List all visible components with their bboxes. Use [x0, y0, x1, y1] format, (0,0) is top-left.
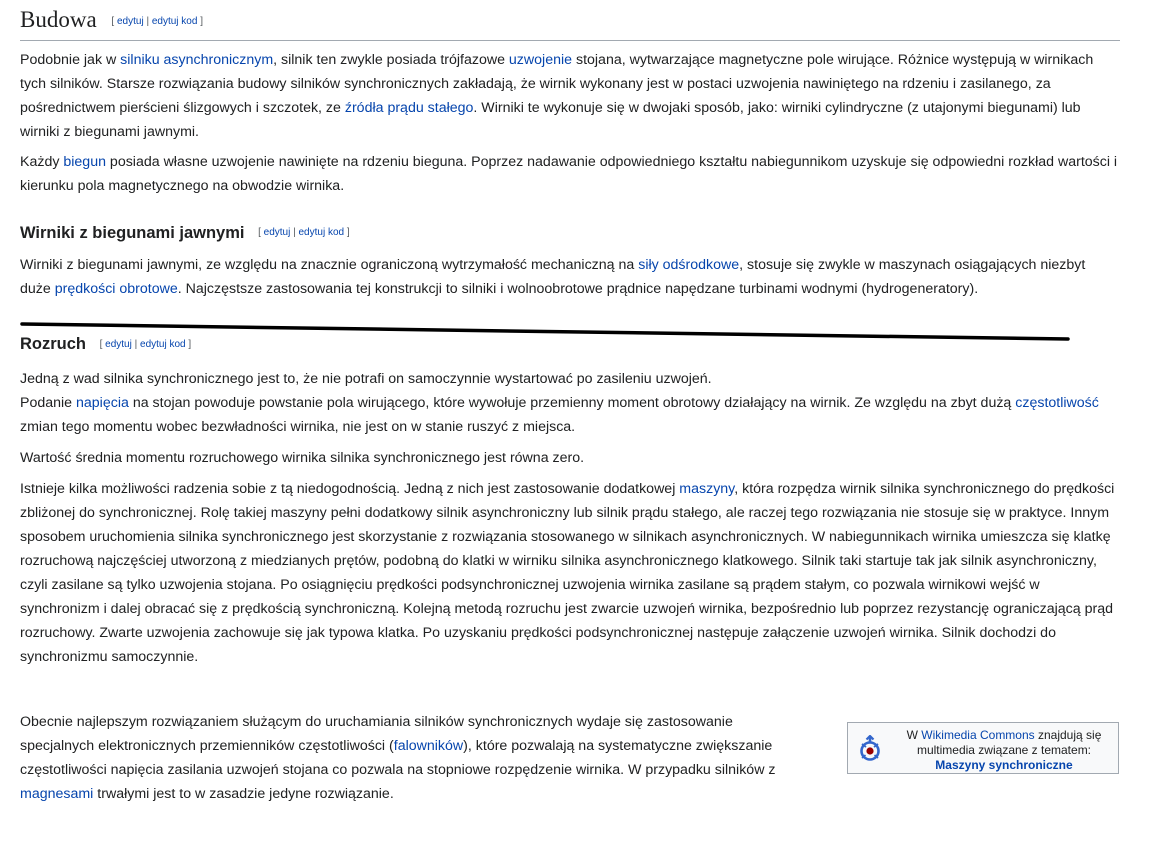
commons-box: [847, 722, 1119, 774]
link-uzwojenie[interactable]: uzwojenie: [508, 51, 573, 68]
edit-links: [ edytuj | edytuj kod ]: [111, 15, 203, 27]
link-sily-odsrodkowe[interactable]: siły odśrodkowe: [638, 257, 740, 274]
paragraph: Każdy biegun posiada własne uzwojenie nawinięte na rdzeniu bieguna. Poprzez nadawanie odpowiedniego kształtu nabiegunnikom uzyskuje się odpowiedni rozkład wartości i kierunku pola magnetycznego na obwodzie wirnika.: [20, 153, 1118, 194]
edit-code-link[interactable]: edytuj kod: [140, 339, 186, 350]
section-heading-budowa: [20, 6, 1120, 41]
link-predkosci-obrotowe[interactable]: prędkości obrotowe: [54, 281, 178, 298]
wikimedia-commons-icon: [856, 735, 884, 763]
section-heading-wirniki: [20, 220, 1120, 247]
paragraph: Jedną z wad silnika synchronicznego jest to, że nie potrafi on samoczynnie wystartować po zasileniu uzwojeń. Podanie napięcia na stojan powoduje powstanie pola wirującego, które wywołuje przemienny moment obrotowy działający na wirnik. Ze względu na zbyt dużą częstotliwość zmian tego momentu wobec bezwładności wirnika, nie jest on w stanie ruszyć z miejsca.: [20, 371, 1099, 435]
edit-code-link[interactable]: edytuj kod: [151, 15, 198, 27]
link-biegun[interactable]: biegun: [63, 153, 106, 170]
edit-code-link[interactable]: edytuj kod: [298, 227, 345, 239]
article-content: [20, 0, 1120, 813]
edit-links: [ edytuj | edytuj kod ]: [99, 339, 192, 350]
commons-link[interactable]: Wikimedia Commons: [921, 728, 1035, 742]
link-magnesy[interactable]: magnesami: [20, 786, 94, 802]
edit-links: [ edytuj | edytuj kod ]: [258, 227, 350, 239]
edit-link[interactable]: edytuj: [263, 227, 291, 239]
commons-topic-link[interactable]: Maszyny synchroniczne: [935, 758, 1073, 772]
section-title: Wirniki z biegunami jawnymi: [20, 223, 245, 242]
link-napiecie[interactable]: napięcia: [76, 395, 129, 411]
paragraph: Istnieje kilka możliwości radzenia sobie z tą niedogodnością. Jedną z nich jest zastosowanie dodatkowej maszyny, która rozpędza wirnik silnika synchronicznego do prędkości zbliżonej do synchronicznej. Rolę takiej maszyny pełni dodatkowy silnik asynchroniczny lub silnik prądu stałego, ale raczej tego rozwiązania nie stosuje się w praktyce. Innym sposobem uruchomienia silnika synchronicznego jest skorzystanie z rozwiązania stosowanego w silnikach asynchronicznych. W nabiegunnikach wirnika umieszcza się klatkę rozruchową najczęściej utworzoną z miedzianych prętów, podobną do klatki w wirniku silnika asynchronicznego klatkowego. Silnik taki startuje tak jak silnik asynchroniczny, czyli zasilane są tylko uzwojenia stojana. Po osiągnięciu prędkości podsynchronicznej uzwojenia wirnika zasilane są prądem stałym, co pozwala wirnikowi wejść w synchronizm i dalej obracać się z prędkością synchroniczną. Kolejną metodą rozruchu jest zwarcie uzwojeń wirnika, bezpośrednio lub poprzez rezystancję ograniczającą prąd rozruchowy. Zwarte uzwojenia zachowuje się jak typowa klatka. Po uzyskaniu prędkości podsynchronicznej następuje załączenie uzwojeń wirnika. Silnik dochodzi do synchronizmu samoczynnie.: [20, 481, 1115, 665]
section-title: Rozruch: [20, 335, 86, 354]
link-maszyny[interactable]: maszyny: [679, 481, 735, 497]
commons-text: W Wikimedia Commons znajdują się multimedia związane z tematem: Maszyny synchroniczne: [906, 728, 1102, 772]
link-silnik-asynchroniczny[interactable]: silniku asynchronicznym: [120, 51, 274, 68]
link-czestotliwosc[interactable]: częstotliwość: [1015, 395, 1099, 411]
paragraph: Wirniki z biegunami jawnymi, ze względu na znacznie ograniczoną wytrzymałość mechaniczną na siły odśrodkowe, stosuje się zwykle w maszynach osiągających niezbyt duże prędkości obrotowe. Najczęstsze zastosowania tej konstrukcji to silniki i wolnoobrotowe prądnice napędzane turbinami wodnymi (hydrogeneratory).: [20, 257, 1086, 298]
edit-link[interactable]: edytuj: [116, 15, 144, 27]
paragraph: Obecnie najlepszym rozwiązaniem służącym do uruchamiania silników synchronicznych wydaje się zastosowanie specjalnych elektronicznych przemienników częstotliwości (falowników), które pozwalają na systematyczne zwiększanie częstotliwości napięcia zasilania uzwojeń stojana co pozwala na stopniowe rozpędzenie wirnika. W przypadku silników z magnesami trwałymi jest to w zasadzie jedyne rozwiązanie.: [20, 714, 776, 802]
link-zrodlo-pradu-stalego[interactable]: źródła prądu stałego: [344, 99, 474, 116]
paragraph: Wartość średnia momentu rozruchowego wirnika silnika synchronicznego jest równa zero.: [20, 450, 585, 466]
link-falowniki[interactable]: falowników: [393, 738, 464, 754]
section-title: Budowa: [20, 7, 97, 32]
hand-drawn-marker-line: [20, 318, 1080, 344]
edit-link[interactable]: edytuj: [105, 339, 132, 350]
paragraph: Podobnie jak w silniku asynchronicznym, silnik ten zwykle posiada trójfazowe uzwojenie stojana, wytwarzające magnetyczne pole wirujące. Różnice występują w wirnikach tych silników. Starsze rozwiązania budowy silników synchronicznych zakładają, że wirnik wykonany jest w postaci uzwojenia nawiniętego na rdzeniu i zasilanego, za pośrednictwem pierścieni ślizgowych i szczotek, ze źródła prądu stałego. Wirniki te wykonuje się w dwojaki sposób, jako: wirniki cylindryczne (z utajonymi biegunami) lub wirniki z biegunami jawnymi.: [20, 51, 1094, 140]
